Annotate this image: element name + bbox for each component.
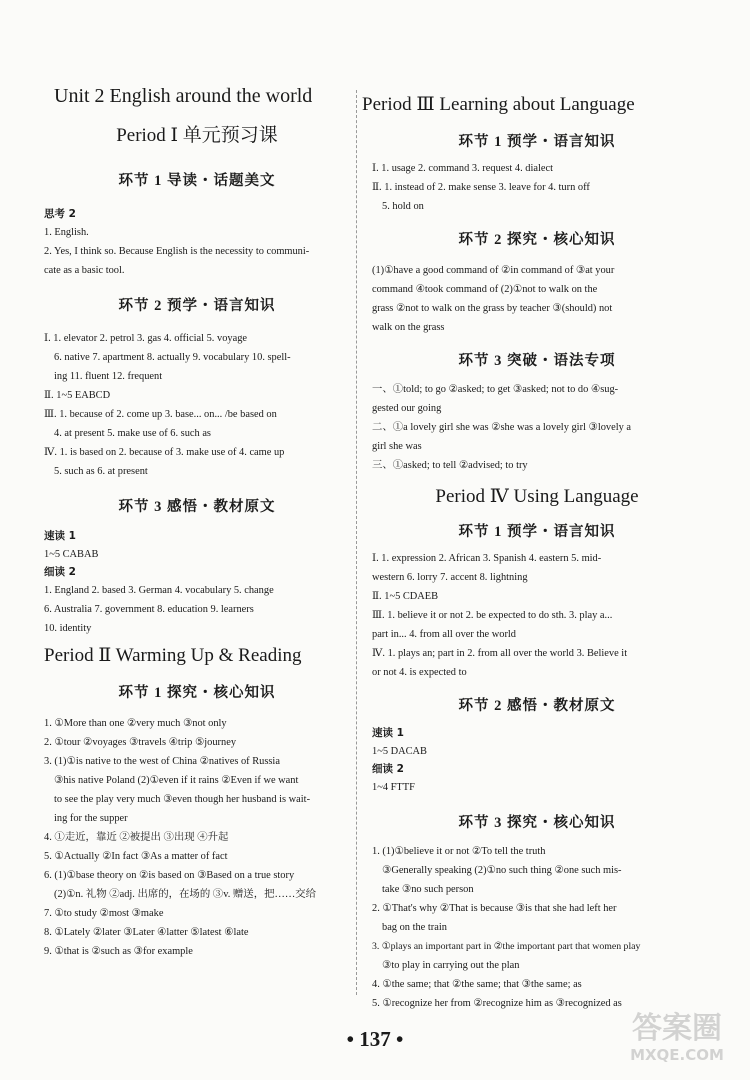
answer-line: 6. (1)①base theory on ②is based on ③Based on a true story xyxy=(44,870,295,881)
section-heading: 环节 3 突破・语法专项 xyxy=(458,353,616,369)
answer-line: ③Generally speaking (2)①no such thing ②one such mis- xyxy=(382,865,622,876)
answer-line: 6. Australia 7. government 8. education 9. learners xyxy=(44,604,254,615)
answer-line: bag on the train xyxy=(382,922,447,933)
answer-line: 1~5 DACAB xyxy=(372,746,427,757)
answer-line: Ⅰ. 1. elevator 2. petrol 3. gas 4. official 5. voyage xyxy=(44,333,248,344)
answer-line: 一、①told; to go ②asked; to get ③asked; not to do ④sug- xyxy=(372,384,619,395)
answer-line: 3. (1)①is native to the west of China ②natives of Russia xyxy=(44,756,280,767)
answer-line: ing 11. fluent 12. frequent xyxy=(54,371,163,382)
answer-label: 速读 1 xyxy=(372,727,404,739)
answer-line: 6. native 7. apartment 8. actually 9. vocabulary 10. spell- xyxy=(54,352,291,363)
unit-title: Unit 2 English around the world xyxy=(54,85,313,107)
answer-line: Ⅲ. 1. because of 2. come up 3. base... on... /be based on xyxy=(44,409,277,420)
left-column xyxy=(44,85,350,961)
answer-line: 3. ①plays an important part in ②the important part that women play xyxy=(372,941,641,952)
answer-line: 7. ①to study ②most ③make xyxy=(44,908,164,919)
answer-line: gested our going xyxy=(372,403,442,414)
answer-line: 1. England 2. based 3. German 4. vocabulary 5. change xyxy=(44,585,274,596)
answer-line: 1. English. xyxy=(44,227,89,238)
answer-line: grass ②not to walk on the grass by teacher ③(should) not xyxy=(372,303,613,314)
answer-line: Ⅰ. 1. usage 2. command 3. request 4. dialect xyxy=(372,163,553,174)
answer-line: western 6. lorry 7. accent 8. lightning xyxy=(372,572,528,583)
answer-line: walk on the grass xyxy=(372,322,445,333)
answer-line: 2. ①That's why ②That is because ③is that she had left her xyxy=(372,903,617,914)
section-heading: 环节 1 探究・核心知识 xyxy=(118,685,276,701)
answer-line: 4. at present 5. make use of 6. such as xyxy=(54,428,211,439)
answer-line: Ⅳ. 1. is based on 2. because of 3. make use of 4. came up xyxy=(44,447,285,458)
section-heading: 环节 1 预学・语言知识 xyxy=(458,524,616,540)
answer-line: ing for the supper xyxy=(54,813,128,824)
watermark-logo xyxy=(612,1012,742,1072)
answer-line: (2)①n. 礼物 ②adj. 出席的，在场的 ③v. 赠送，把……交给 xyxy=(54,889,317,900)
answer-label: 速读 1 xyxy=(44,530,76,542)
answer-line: 1~5 CABAB xyxy=(44,549,99,560)
answer-line: command ④took command of (2)①not to walk on the xyxy=(372,284,598,295)
section-heading: 环节 1 预学・语言知识 xyxy=(458,134,616,150)
answer-line: ③to play in carrying out the plan xyxy=(382,960,520,971)
answer-line: 5. ①Actually ②In fact ③As a matter of fact xyxy=(44,851,228,862)
watermark-url: MXQE.COM xyxy=(630,1046,724,1064)
answer-line: Ⅱ. 1~5 EABCD xyxy=(44,390,111,401)
answer-line: 4. ①the same; that ②the same; that ③the same; as xyxy=(372,979,582,990)
answer-line: cate as a basic tool. xyxy=(44,265,125,276)
answer-line: (1)①have a good command of ②in command of ③at your xyxy=(372,265,615,276)
watermark-text: 答案圈 xyxy=(632,1011,722,1046)
answer-label: 细读 2 xyxy=(372,763,404,775)
section-heading: 环节 3 感悟・教材原文 xyxy=(118,499,276,515)
column-divider xyxy=(356,90,357,995)
period-1-title: Period Ⅰ 单元预习课 xyxy=(116,125,278,146)
answer-line: 2. Yes, I think so. Because English is the necessity to communi- xyxy=(44,246,310,257)
answer-line: to see the play very much ③even though her husband is wait- xyxy=(54,794,311,805)
answer-line: girl she was xyxy=(372,441,422,452)
answer-line: ③his native Poland (2)①even if it rains ②Even if we want xyxy=(54,775,299,786)
answer-line: 5. such as 6. at present xyxy=(54,466,148,477)
answer-line: 三、①asked; to tell ②advised; to try xyxy=(372,460,528,471)
answer-line: 5. hold on xyxy=(382,201,424,212)
answer-line: 4. ①走近，靠近 ②被提出 ③出现 ④升起 xyxy=(44,832,229,843)
answer-line: Ⅱ. 1~5 CDAEB xyxy=(372,591,439,602)
section-heading: 环节 2 感悟・教材原文 xyxy=(458,698,616,714)
answer-line: or not 4. is expected to xyxy=(372,667,467,678)
answer-line: Ⅲ. 1. believe it or not 2. be expected to do sth. 3. play a... xyxy=(372,610,613,621)
period-2-title: Period Ⅱ Warming Up & Reading xyxy=(44,645,302,666)
period-3-title: Period Ⅲ Learning about Language xyxy=(362,94,635,115)
answer-label: 思考 2 xyxy=(44,208,76,220)
answer-line: 10. identity xyxy=(44,623,92,634)
answer-line: 1. (1)①believe it or not ②To tell the truth xyxy=(372,846,546,857)
section-heading: 环节 2 预学・语言知识 xyxy=(118,298,276,314)
answer-line: 9. ①that is ②such as ③for example xyxy=(44,946,193,957)
answer-line: 8. ①Lately ②later ③Later ④latter ⑤latest ⑥late xyxy=(44,927,249,938)
answer-line: Ⅰ. 1. expression 2. African 3. Spanish 4. eastern 5. mid- xyxy=(372,553,602,564)
section-heading: 环节 2 探究・核心知识 xyxy=(458,232,616,248)
section-heading: 环节 1 导读・话题美文 xyxy=(118,173,276,189)
answer-label: 细读 2 xyxy=(44,566,76,578)
answer-line: 2. ①tour ②voyages ③travels ④trip ⑤journey xyxy=(44,737,237,748)
answer-line: 1. ①More than one ②very much ③not only xyxy=(44,718,227,729)
answer-line: 二、①a lovely girl she was ②she was a lovely girl ③lovely a xyxy=(372,422,632,433)
answer-line: 5. ①recognize her from ②recognize him as ③recognized as xyxy=(372,998,622,1009)
answer-line: Ⅱ. 1. instead of 2. make sense 3. leave for 4. turn off xyxy=(372,182,590,193)
answer-line: 1~4 FTTF xyxy=(372,782,415,793)
answer-line: part in... 4. from all over the world xyxy=(372,629,516,640)
answer-line: Ⅳ. 1. plays an; part in 2. from all over the world 3. Believe it xyxy=(372,648,628,659)
period-4-title: Period Ⅳ Using Language xyxy=(435,486,639,507)
answer-line: take ③no such person xyxy=(382,884,474,895)
right-column xyxy=(362,85,702,1013)
page-number: • 137 • xyxy=(346,1027,404,1051)
section-heading: 环节 3 探究・核心知识 xyxy=(458,815,616,831)
